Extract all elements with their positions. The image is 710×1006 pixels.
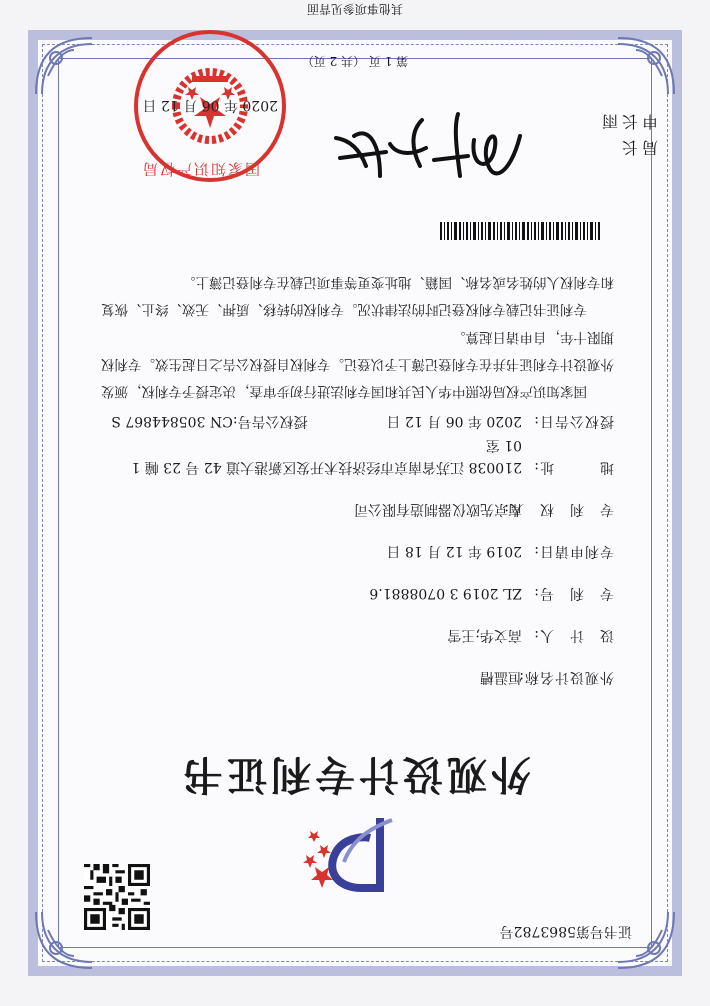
field-label: 外观设计名称: — [518, 669, 614, 685]
field-row-patent-number — [369, 584, 614, 604]
field-value: 高文华;王雪 — [447, 627, 522, 643]
seal-date: 2020 年 06 月 12 日 — [142, 97, 278, 113]
field-label: 设 计 人: — [533, 627, 614, 643]
page-indicator: 第 1 页 （共 2 页） — [301, 54, 409, 68]
grant-statement-paragraph: 国家知识产权局依照中华人民共和国专利法进行初步审查，决定授予专利权，颁发外观设计专利证书并在专利登记簿上予以登记。专利权自授权公告之日起生效。专利权期限十年，自申请日起算。 — [101, 329, 614, 399]
director-name: 申长雨 — [597, 112, 658, 131]
grant-date-label: 授权公告日: — [533, 413, 614, 429]
field-value: ZL 2019 3 0708881.6 — [369, 585, 522, 601]
field-row-patentee — [354, 500, 614, 520]
seal-text: 国家知识产权局 — [140, 160, 260, 178]
field-value: 2019 年 12 月 18 日 — [386, 543, 522, 559]
certificate-number: 证书号第5863782号 — [499, 923, 632, 939]
field-value: 恒温槽 — [480, 669, 522, 685]
field-label: 专 利 权 人: — [503, 501, 614, 517]
field-label: 地 址: — [533, 459, 614, 475]
director-signature — [330, 106, 530, 196]
footnote: 其他事项参见背面 — [307, 2, 404, 16]
grant-date: 2020 年 06 月 12 日 — [386, 413, 522, 429]
field-row-address-cont — [486, 436, 614, 456]
field-value: 210038 江苏省南京市经济技术开发区新港大道 42 号 23 幢 1 — [131, 459, 522, 475]
certificate-title: 外观设计专利证书 — [179, 751, 531, 798]
patent-office-logo-icon — [300, 812, 410, 898]
field-label: 专利申请日: — [533, 543, 614, 559]
field-row-designer — [447, 626, 614, 646]
grant-number: CN 305844867 S — [111, 413, 233, 429]
field-value: 南京先欧仪器制造有限公司 — [354, 501, 522, 517]
field-row-address — [131, 458, 614, 478]
field-row-design-name — [480, 668, 614, 688]
director-title: 局长 — [617, 138, 658, 157]
field-label: 专 利 号: — [533, 585, 614, 601]
field-value: 01 室 — [485, 437, 522, 453]
grant-number-label: 授权公告号: — [232, 413, 308, 429]
legal-status-paragraph: 专利证书记载专利权登记时的法律状况。专利权的转移、质押、无效、终止、恢复和专利权人的姓名或名称、国籍、地址变更等事项记载在专利登记簿上。 — [101, 274, 614, 317]
barcode-icon — [440, 222, 600, 240]
grant-info-row — [111, 412, 614, 432]
field-row-application-date — [386, 542, 614, 562]
qr-code-icon — [84, 864, 150, 930]
